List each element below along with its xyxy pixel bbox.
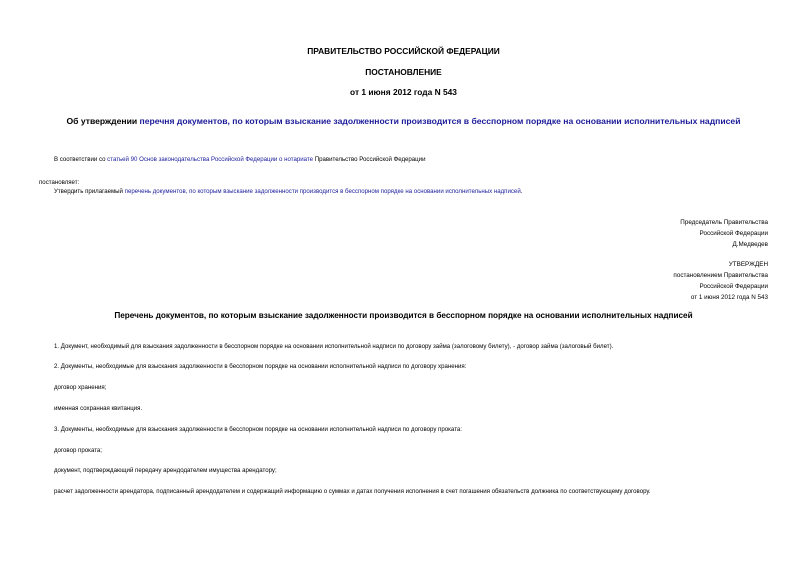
list-item: расчет задолженности арендатора, подписанный арендодателем и содержащий информацию о суммах и датах получения исполнения в счет погашения обязательств должника по соответствующему договору. (54, 488, 651, 495)
list-item: 1. Документ, необходимый для взыскания задолженности в бесспорном порядке на основании исполнительной надписи по договору займа (залоговому билету), - договор займа (залоговый билет). (54, 343, 614, 350)
list-item: 2. Документы, необходимые для взыскания задолженности в бесспорном порядке на основании исполнительной надписи по договору хранения: (54, 363, 467, 370)
decree-approve-link[interactable]: перечень документов, по которым взыскание задолженности производится в бесспорном порядке на основании исполнительных надписей (124, 188, 521, 195)
list-item: документ, подтверждающий передачу арендодателем имущества арендатору; (54, 467, 277, 474)
preamble-prefix: В соответствии со (54, 156, 108, 163)
approval-line-2: постановлением Правительства (673, 272, 768, 279)
document-title-link[interactable]: перечня документов, по которым взыскание задолженности производится в бесспорном порядке на основании исполнительных надписей (139, 116, 741, 126)
decree-approve (54, 187, 522, 196)
list-item: 3. Документы, необходимые для взыскания задолженности в бесспорном порядке на основании исполнительной надписи по договору проката: (54, 426, 462, 433)
approval-line-3: Российской Федерации (699, 283, 768, 290)
signature-line-3: Д.Медведев (732, 241, 768, 248)
approval-block (673, 259, 768, 303)
decree-resolves: постановляет: (39, 179, 80, 186)
government-heading: ПРАВИТЕЛЬСТВО РОССИЙСКОЙ ФЕДЕРАЦИИ (307, 46, 500, 56)
document-title (0, 115, 807, 127)
decree-approve-prefix: Утвердить прилагаемый (54, 188, 125, 195)
preamble-suffix: Правительство Российской Федерации (313, 156, 426, 163)
preamble (54, 155, 425, 164)
list-item: договор проката; (54, 447, 102, 454)
approval-line-1: УТВЕРЖДЕН (728, 261, 768, 268)
document-title-prefix: Об утверждении (66, 116, 140, 126)
list-item: договор хранения; (54, 384, 107, 391)
list-heading: Перечень документов, по которым взыскание задолженности производится в бесспорном порядке на основании исполнительных надписей (114, 311, 693, 320)
signature-block (680, 217, 768, 250)
document-date-number: от 1 июня 2012 года N 543 (350, 87, 457, 97)
signature-line-2: Российской Федерации (699, 230, 768, 237)
list-item: именная сохранная квитанция. (54, 405, 143, 412)
approval-line-4: от 1 июня 2012 года N 543 (690, 294, 768, 301)
decree-approve-suffix: . (520, 188, 523, 195)
document-type-heading: ПОСТАНОВЛЕНИЕ (365, 67, 442, 77)
preamble-link[interactable]: статьей 90 Основ законодательства Российской Федерации о нотариате (107, 156, 313, 163)
signature-line-1: Председатель Правительства (680, 219, 768, 226)
